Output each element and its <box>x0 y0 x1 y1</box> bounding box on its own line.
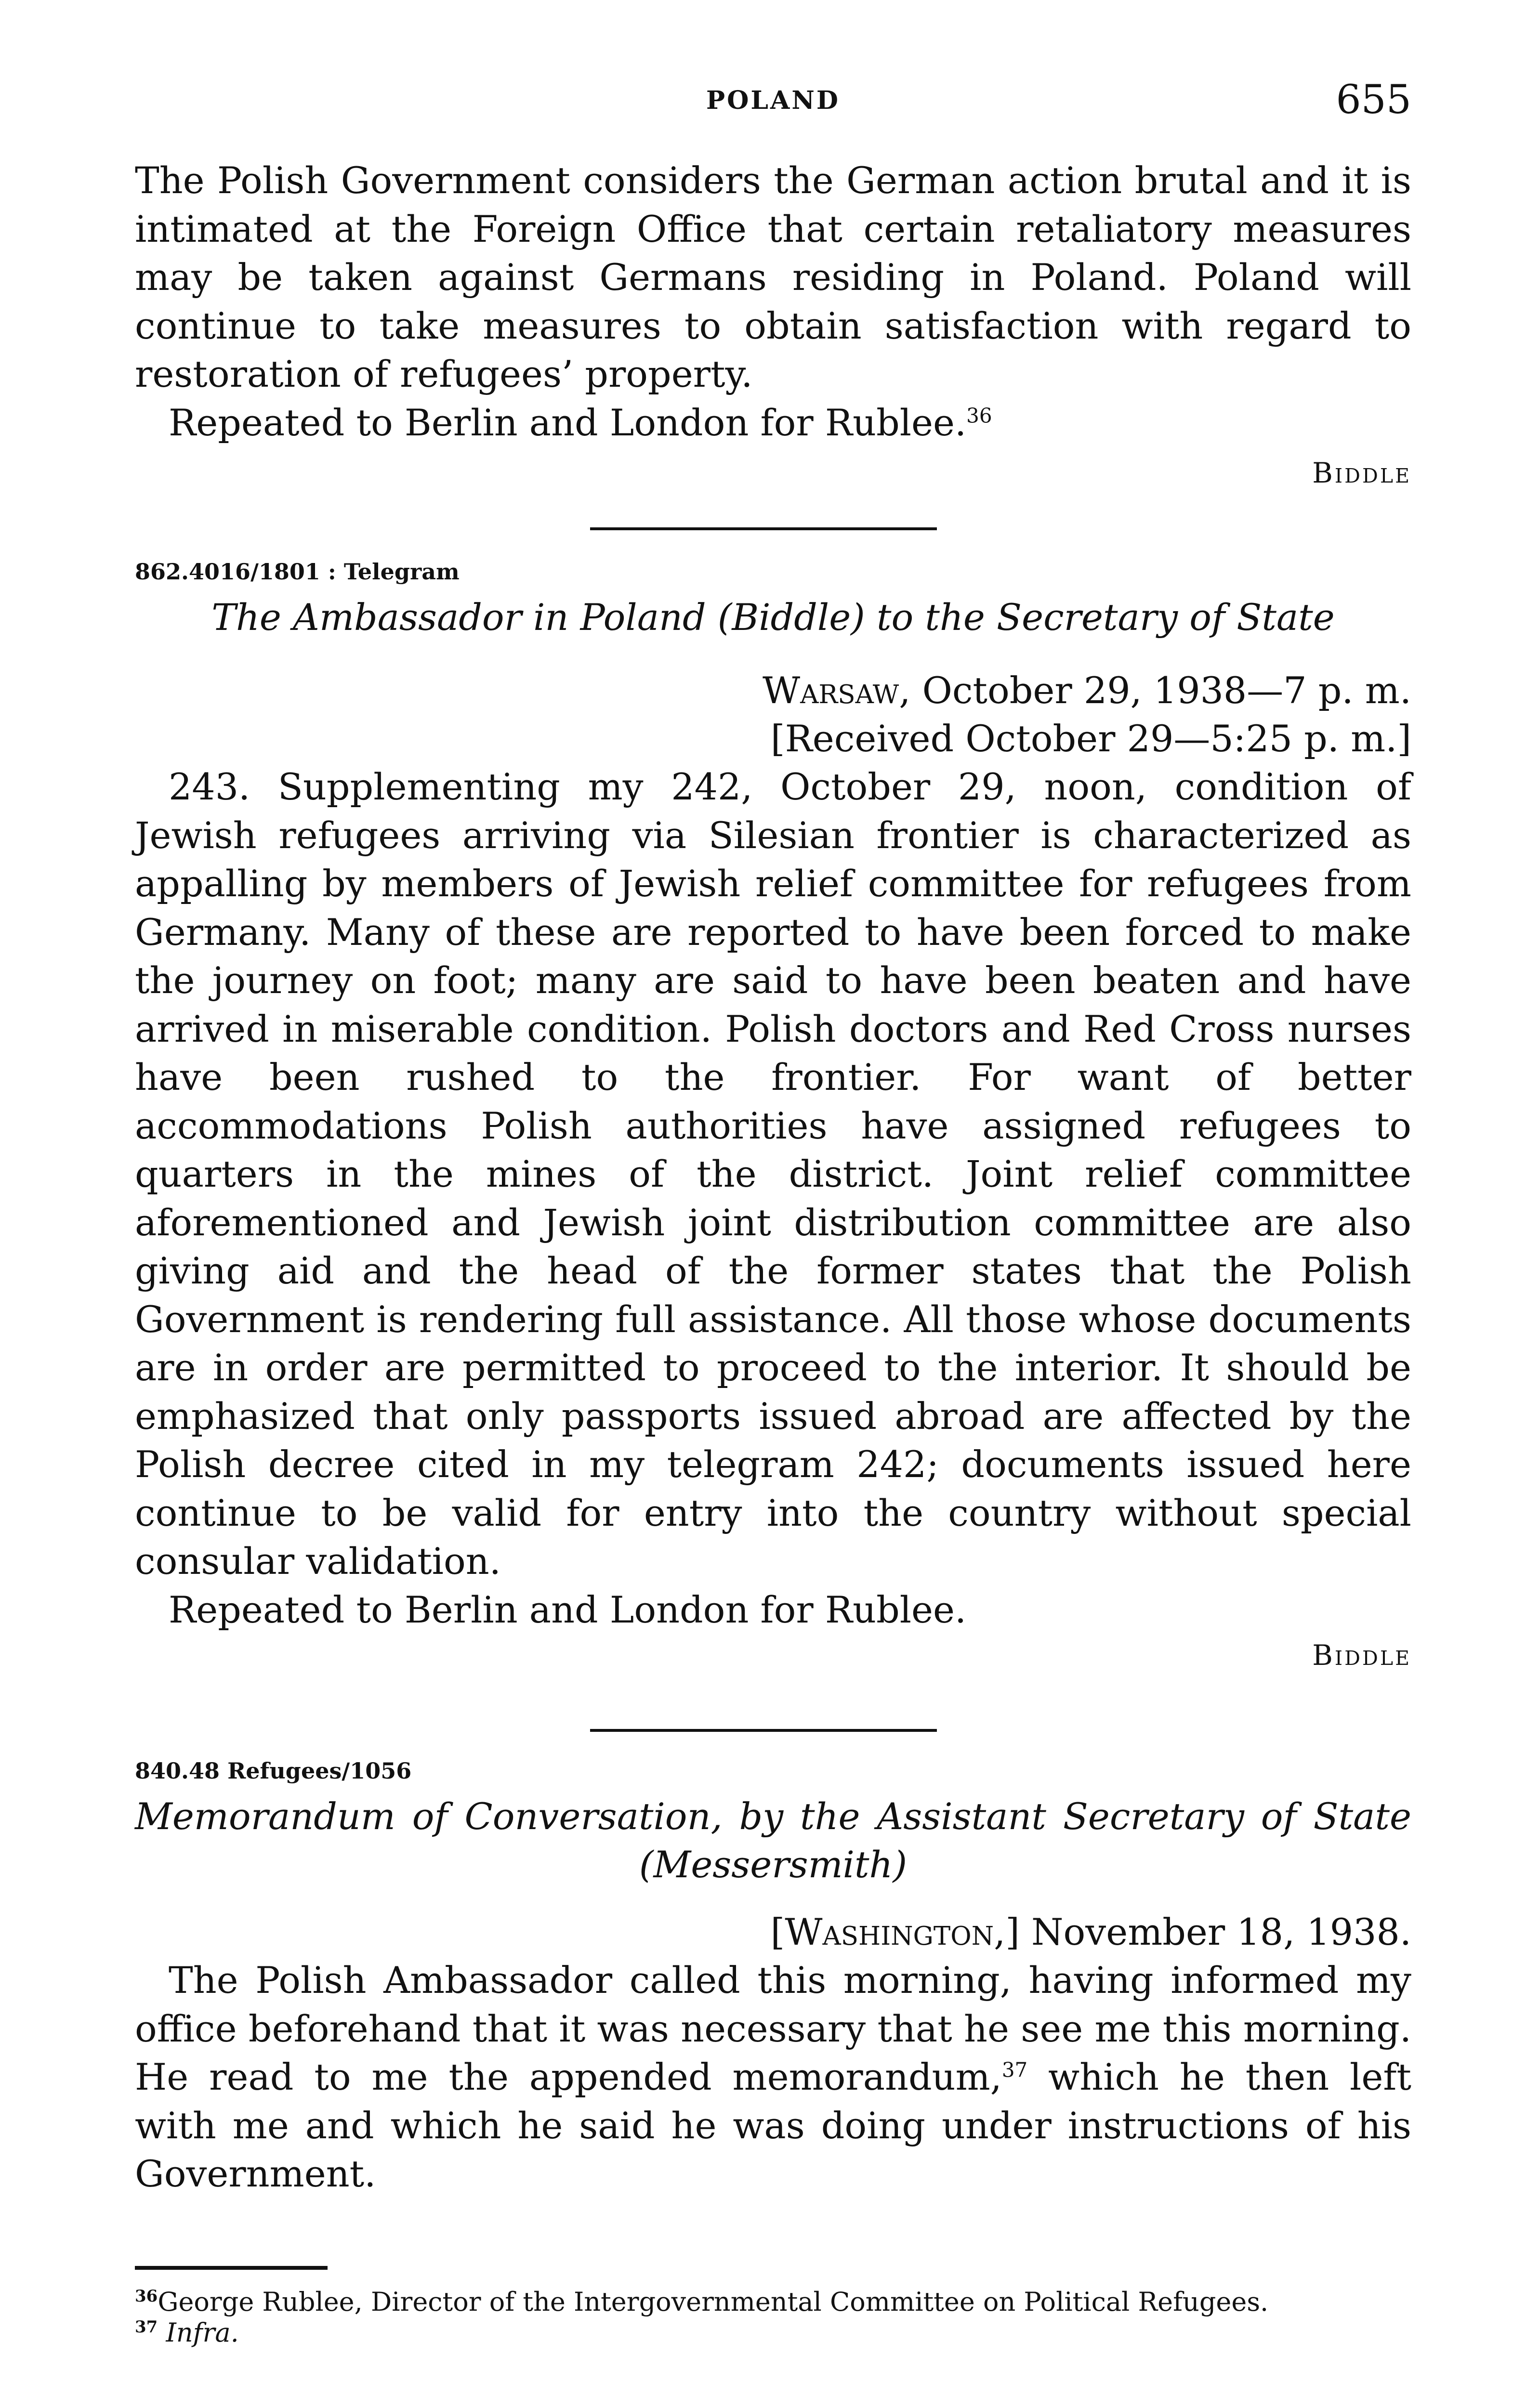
footnote-rule <box>135 2266 328 2270</box>
section-divider <box>590 527 937 530</box>
doc2-signature: Biddle <box>1312 1639 1411 1672</box>
section-divider <box>590 1729 937 1732</box>
footnote-ref-37: 37 <box>1001 2058 1028 2082</box>
doc2-dateline <box>135 667 1411 715</box>
doc1-section <box>135 157 1411 489</box>
doc1-repeated <box>135 399 1411 447</box>
footnote-ref-36: 36 <box>966 404 992 428</box>
doc1-paragraph: The Polish Government considers the German action brutal and it is intimated at the Foreign Office that certain retaliatory measures may be taken against Germans residing in Poland. Poland will continue to take measures to obtain satisfaction with regard to restoration of refugees’ property. <box>135 159 1411 395</box>
doc2-title: The Ambassador in Poland (Biddle) to the Secretary of State <box>211 596 1335 639</box>
footnote-36 <box>135 2287 1411 2317</box>
doc3-file-ref: 840.48 Refugees/1056 <box>135 1758 412 1784</box>
doc3-dateline-date: November 18, 1938. <box>1031 1911 1411 1953</box>
footnote-text: George Rublee, Director of the Intergovernmental Committee on Political Refugees. <box>158 2287 1269 2317</box>
doc2-paragraph: 243. Supplementing my 242, October 29, noon, condition of Jewish refugees arriving via Silesian frontier is characterized as appalling by members of Jewish relief committee for refugees from Germany. Many of these are reported to have been forced to make the journey on foot; many are said to have been beaten and have arrived in miserable condition. Polish doctors and Red Cross nurses have been rushed to the frontier. For want of better accommodations Polish authorities have assigned refugees to quarters in the mines of the district. Joint relief committee aforementioned and Jewish joint distribution committee are also giving aid and the head of the former states that the Polish Government is rendering full assistance. All those whose documents are in order are permitted to proceed to the interior. It should be emphasized that only passports issued abroad are affected by the Polish decree cited in my telegram 242; documents issued here continue to be valid for entry into the country without special consular validation. <box>135 765 1411 1583</box>
footnote-37 <box>135 2317 1411 2348</box>
page-header <box>135 77 1411 130</box>
footnote-mark: 37 <box>135 2317 158 2337</box>
doc2-dateline-date: October 29, 1938—7 p. m. <box>922 669 1411 712</box>
footnote-text: Infra. <box>166 2317 239 2348</box>
footnotes <box>135 2287 1411 2348</box>
doc3-title-line2: (Messersmith) <box>639 1843 908 1886</box>
doc2-received: [Received October 29—5:25 p. m.] <box>770 717 1411 760</box>
page-number: 655 <box>1336 77 1411 123</box>
doc2-section <box>135 559 1411 1672</box>
doc3-paragraph-part2: which he then left with me and which he said he was doing under instructions of his Government. <box>135 2055 1411 2195</box>
doc1-repeated-text: Repeated to Berlin and London for Rublee. <box>169 401 967 444</box>
doc3-paragraph <box>135 1956 1411 2199</box>
doc3-dateline <box>135 1908 1411 1956</box>
doc3-section <box>135 1758 1411 2199</box>
doc3-paragraph-part1: The Polish Ambassador called this morning, having informed my office beforehand that it was necessary that he see me this morning. He read to me the appended memorandum, <box>135 1959 1411 2098</box>
footnote-mark: 36 <box>135 2287 158 2306</box>
doc3-dateline-place: [Washington,] <box>770 1911 1020 1953</box>
doc1-signature: Biddle <box>1312 457 1411 489</box>
running-head: POLAND <box>706 86 840 115</box>
doc2-repeated: Repeated to Berlin and London for Rublee. <box>169 1588 967 1631</box>
doc3-title-line1: Memorandum of Conversation, by the Assistant Secretary of State <box>135 1795 1411 1838</box>
doc2-dateline-place: Warsaw, <box>763 669 911 712</box>
doc2-file-ref: 862.4016/1801 : Telegram <box>135 559 460 585</box>
